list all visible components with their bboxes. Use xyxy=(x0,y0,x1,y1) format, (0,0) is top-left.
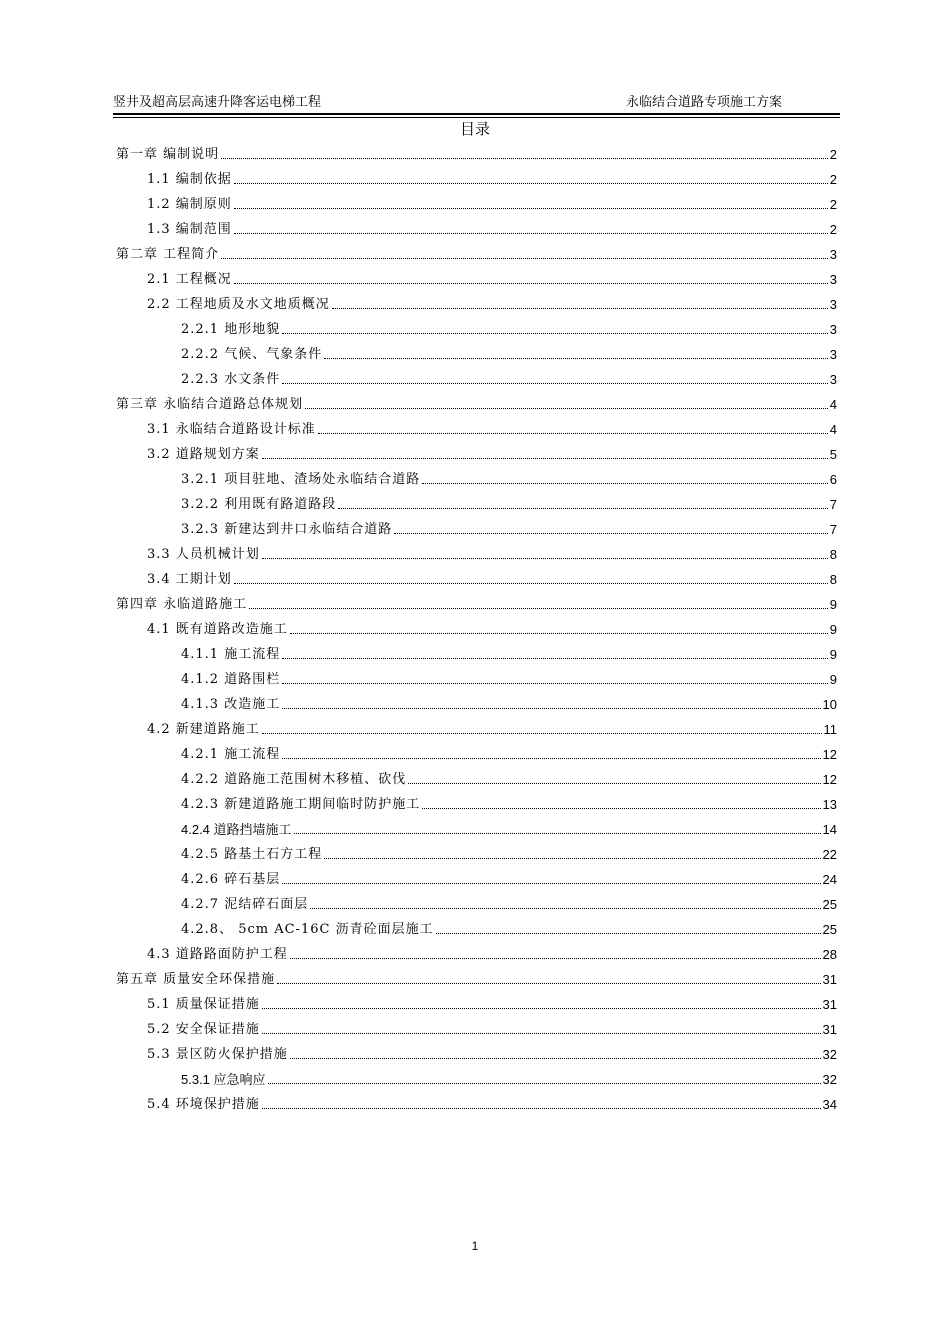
toc-entry-page: 34 xyxy=(822,1097,837,1112)
toc-entry[interactable] xyxy=(147,943,837,963)
toc-entry[interactable] xyxy=(181,768,837,788)
toc-entry-page: 11 xyxy=(823,722,837,737)
toc-entry[interactable] xyxy=(147,993,837,1013)
header-document-title: 永临结合道路专项施工方案 xyxy=(625,95,782,110)
toc-entry[interactable] xyxy=(181,918,837,938)
toc-entry-page: 3 xyxy=(829,272,837,287)
toc-leader-dots xyxy=(324,357,828,359)
toc-entry-label: 第五章 质量安全环保措施 xyxy=(116,972,276,987)
toc-leader-dots xyxy=(221,257,828,259)
toc-entry-label: 5.3.1 应急响应 xyxy=(181,1072,266,1087)
toc-entry-label: 第三章 永临结合道路总体规划 xyxy=(116,397,304,412)
toc-entry-page: 13 xyxy=(822,797,837,812)
toc-entry-label: 4.1.3 改造施工 xyxy=(181,697,281,712)
toc-entry[interactable] xyxy=(181,693,837,713)
toc-entry-page: 5 xyxy=(829,447,837,462)
toc-entry-label: 第四章 永临道路施工 xyxy=(116,597,248,612)
toc-entry[interactable] xyxy=(147,1018,837,1038)
toc-entry[interactable] xyxy=(116,143,837,163)
toc-entry-label: 1.2 编制原则 xyxy=(147,197,232,212)
toc-entry-page: 14 xyxy=(822,822,837,837)
toc-entry-page: 4 xyxy=(829,422,837,437)
toc-leader-dots xyxy=(268,1082,821,1084)
toc-entry-label: 5.3 景区防火保护措施 xyxy=(147,1047,288,1062)
toc-entry-label: 1.3 编制范围 xyxy=(147,222,232,237)
toc-entry-label: 第一章 编制说明 xyxy=(116,147,220,162)
toc-entry-page: 8 xyxy=(829,572,837,587)
toc-entry[interactable] xyxy=(147,168,837,188)
toc-entry-page: 2 xyxy=(829,197,837,212)
toc-entry[interactable] xyxy=(181,468,837,488)
toc-entry-label: 5.4 环境保护措施 xyxy=(147,1097,260,1112)
toc-leader-dots xyxy=(234,582,828,584)
toc-leader-dots xyxy=(290,632,828,634)
toc-leader-dots xyxy=(282,707,820,709)
toc-title: 目录 xyxy=(459,120,490,138)
toc-entry-label: 2.1 工程概况 xyxy=(147,272,232,287)
toc-entry[interactable] xyxy=(181,1068,837,1088)
toc-entry-page: 9 xyxy=(829,597,837,612)
toc-entry[interactable] xyxy=(147,543,837,563)
toc-leader-dots xyxy=(422,807,820,809)
toc-entry-label: 4.2.7 泥结碎石面层 xyxy=(181,897,309,912)
toc-leader-dots xyxy=(422,482,828,484)
header-rule-thick xyxy=(113,113,840,115)
toc-entry[interactable] xyxy=(147,718,837,738)
toc-entry-page: 3 xyxy=(829,297,837,312)
toc-leader-dots xyxy=(262,732,822,734)
toc-entry-label: 2.2.1 地形地貌 xyxy=(181,322,281,337)
toc-entry-label: 2.2.2 气候、气象条件 xyxy=(181,347,323,362)
toc-entry[interactable] xyxy=(147,218,837,238)
toc-entry[interactable] xyxy=(181,668,837,688)
toc-entry-page: 7 xyxy=(829,522,837,537)
toc-entry-label: 3.2.3 新建达到井口永临结合道路 xyxy=(181,522,393,537)
toc-leader-dots xyxy=(324,857,820,859)
toc-entry[interactable] xyxy=(147,443,837,463)
toc-entry[interactable] xyxy=(181,818,837,838)
toc-entry-page: 31 xyxy=(822,972,837,987)
toc-entry[interactable] xyxy=(181,843,837,863)
page-header xyxy=(113,94,840,112)
toc-entry-page: 25 xyxy=(822,897,837,912)
toc-leader-dots xyxy=(262,1007,821,1009)
toc-leader-dots xyxy=(282,332,828,334)
toc-entry[interactable] xyxy=(116,593,837,613)
toc-entry[interactable] xyxy=(147,193,837,213)
toc-leader-dots xyxy=(277,982,820,984)
toc-entry-label: 第二章 工程简介 xyxy=(116,247,220,262)
toc-leader-dots xyxy=(262,457,828,459)
toc-entry-label: 4.3 道路路面防护工程 xyxy=(147,947,288,962)
toc-entry-page: 32 xyxy=(822,1072,837,1087)
toc-entry-page: 31 xyxy=(822,1022,837,1037)
toc-entry-label: 4.2.3 新建道路施工期间临时防护施工 xyxy=(181,797,421,812)
toc-entry-page: 12 xyxy=(822,772,837,787)
toc-entry-page: 10 xyxy=(822,697,837,712)
toc-entry-page: 9 xyxy=(829,672,837,687)
toc-entry-page: 9 xyxy=(829,622,837,637)
toc-entry[interactable] xyxy=(116,393,837,413)
toc-entry-page: 2 xyxy=(829,222,837,237)
toc-entry-label: 4.2.1 施工流程 xyxy=(181,747,281,762)
toc-entry[interactable] xyxy=(181,893,837,913)
toc-leader-dots xyxy=(294,832,821,834)
toc-entry-page: 3 xyxy=(829,372,837,387)
toc-entry-page: 3 xyxy=(829,322,837,337)
toc-entry-label: 3.3 人员机械计划 xyxy=(147,547,260,562)
toc-entry-label: 3.2 道路规划方案 xyxy=(147,447,260,462)
toc-entry-label: 4.2.4 道路挡墙施工 xyxy=(181,822,292,837)
toc-leader-dots xyxy=(282,882,820,884)
toc-entry[interactable] xyxy=(181,343,837,363)
toc-entry-label: 4.1.1 施工流程 xyxy=(181,647,281,662)
toc-entry-label: 4.2.5 路基土石方工程 xyxy=(181,847,323,862)
toc-entry[interactable] xyxy=(116,243,837,263)
toc-entry-label: 4.1 既有道路改造施工 xyxy=(147,622,288,637)
toc-leader-dots xyxy=(290,957,821,959)
toc-entry-page: 28 xyxy=(822,947,837,962)
toc-leader-dots xyxy=(332,307,828,309)
toc-leader-dots xyxy=(282,682,828,684)
toc-leader-dots xyxy=(221,157,828,159)
toc-leader-dots xyxy=(249,607,828,609)
toc-entry-page: 2 xyxy=(829,147,837,162)
toc-entry-label: 3.4 工期计划 xyxy=(147,572,232,587)
toc-leader-dots xyxy=(408,782,820,784)
toc-leader-dots xyxy=(436,932,821,934)
toc-entry[interactable] xyxy=(181,743,837,763)
toc-leader-dots xyxy=(318,432,828,434)
toc-leader-dots xyxy=(282,657,828,659)
toc-entry[interactable] xyxy=(147,418,837,438)
toc-entry-label: 4.1.2 道路围栏 xyxy=(181,672,281,687)
header-rule-thin xyxy=(113,117,840,118)
toc-entry-label: 4.2.6 碎石基层 xyxy=(181,872,281,887)
toc-entry[interactable] xyxy=(181,643,837,663)
toc-leader-dots xyxy=(310,907,820,909)
toc-entry[interactable] xyxy=(181,793,837,813)
toc-entry[interactable] xyxy=(181,518,837,538)
toc-entry-page: 4 xyxy=(829,397,837,412)
toc-entry-page: 3 xyxy=(829,247,837,262)
toc-entry-page: 25 xyxy=(822,922,837,937)
toc-entry-label: 3.2.1 项目驻地、渣场处永临结合道路 xyxy=(181,472,421,487)
toc-entry-label: 4.2 新建道路施工 xyxy=(147,722,260,737)
toc-leader-dots xyxy=(282,382,828,384)
toc-entry[interactable] xyxy=(116,968,837,988)
toc-entry-label: 2.2.3 水文条件 xyxy=(181,372,281,387)
toc-leader-dots xyxy=(262,1032,821,1034)
toc-entry[interactable] xyxy=(147,1093,837,1113)
toc-leader-dots xyxy=(262,557,828,559)
toc-entry[interactable] xyxy=(147,568,837,588)
toc-entry-label: 5.1 质量保证措施 xyxy=(147,997,260,1012)
toc-entry[interactable] xyxy=(147,268,837,288)
toc-entry-page: 12 xyxy=(822,747,837,762)
toc-leader-dots xyxy=(282,757,820,759)
toc-entry-page: 2 xyxy=(829,172,837,187)
toc-entry-page: 8 xyxy=(829,547,837,562)
toc-leader-dots xyxy=(394,532,828,534)
toc-entry-page: 22 xyxy=(822,847,837,862)
toc-entry[interactable] xyxy=(147,618,837,638)
toc-entry-label: 4.2.8、 5cm AC-16C 沥青砼面层施工 xyxy=(181,922,434,937)
toc-entry[interactable] xyxy=(181,368,837,388)
toc-leader-dots xyxy=(234,182,828,184)
toc-entry-page: 32 xyxy=(822,1047,837,1062)
toc-entry-page: 7 xyxy=(829,497,837,512)
toc-leader-dots xyxy=(262,1107,821,1109)
toc-entry-label: 1.1 编制依据 xyxy=(147,172,232,187)
toc-entry[interactable] xyxy=(181,868,837,888)
toc-leader-dots xyxy=(338,507,828,509)
toc-entry[interactable] xyxy=(181,318,837,338)
toc-entry-label: 2.2 工程地质及水文地质概况 xyxy=(147,297,330,312)
toc-leader-dots xyxy=(234,207,828,209)
toc-leader-dots xyxy=(290,1057,821,1059)
header-project-name: 竖井及超高层高速升降客运电梯工程 xyxy=(113,95,322,110)
toc-entry-page: 6 xyxy=(829,472,837,487)
toc-entry[interactable] xyxy=(147,1043,837,1063)
toc-entry[interactable] xyxy=(147,293,837,313)
toc-leader-dots xyxy=(234,282,828,284)
toc-leader-dots xyxy=(305,407,828,409)
toc-entry-page: 3 xyxy=(829,347,837,362)
toc-entry-label: 3.2.2 利用既有路道路段 xyxy=(181,497,337,512)
toc-entry-page: 24 xyxy=(822,872,837,887)
toc-entry-label: 4.2.2 道路施工范围树木移植、砍伐 xyxy=(181,772,407,787)
page-number: 1 xyxy=(471,1239,479,1253)
toc-entry-page: 31 xyxy=(822,997,837,1012)
toc-entry-page: 9 xyxy=(829,647,837,662)
toc-entry-label: 5.2 安全保证措施 xyxy=(147,1022,260,1037)
toc-leader-dots xyxy=(234,232,828,234)
toc-entry[interactable] xyxy=(181,493,837,513)
toc-entry-label: 3.1 永临结合道路设计标准 xyxy=(147,422,316,437)
